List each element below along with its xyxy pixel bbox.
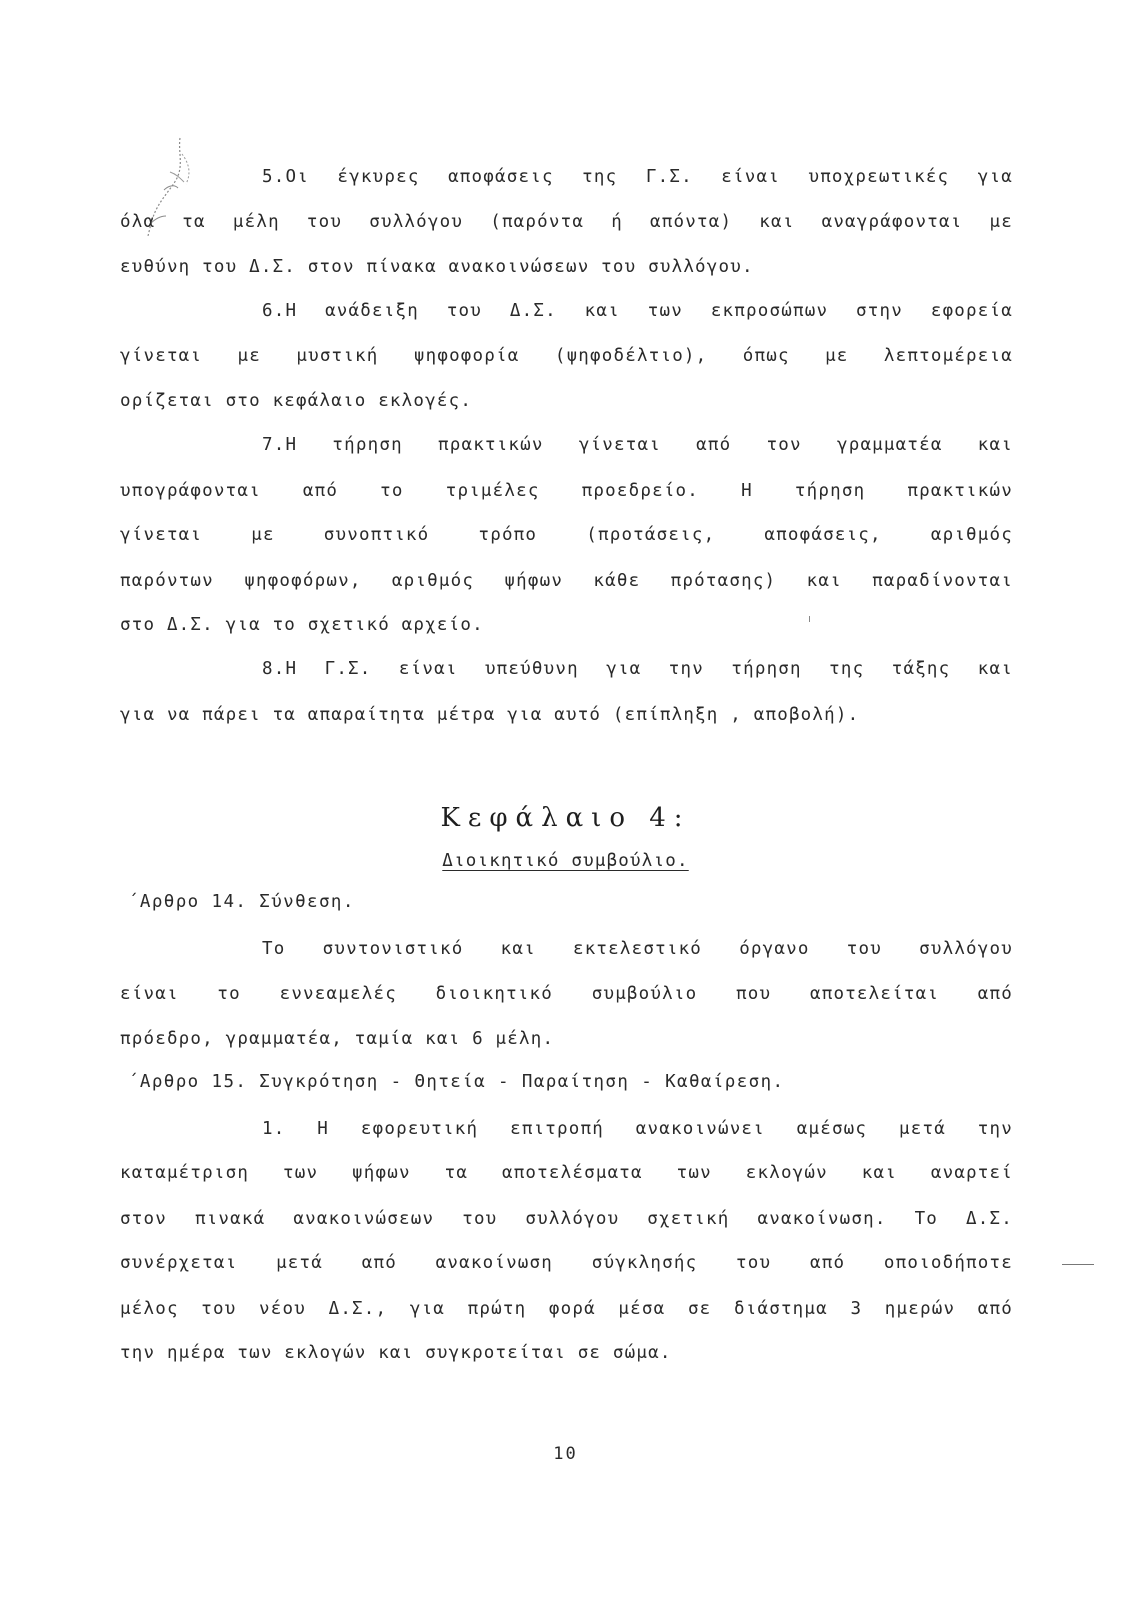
article-15-line-6: την ημέρα των εκλογών και συγκροτείται σε σώμα. (120, 1343, 672, 1363)
article-15-line-1: 1. Η εφορευτική επιτροπή ανακοινώνει αμέσως μετά την (262, 1119, 1013, 1139)
article-15-line-3: στον πινακά ανακοινώσεων του συλλόγου σχετική ανακοίνωση. Το Δ.Σ. (120, 1209, 1013, 1229)
page-number: 10 (553, 1444, 578, 1464)
article-14-line-2: είναι το εννεαμελές διοικητικό συμβούλιο που αποτελείται από (120, 984, 1013, 1004)
paragraph-5-line-1: 5.Οι έγκυρες αποφάσεις της Γ.Σ. είναι υποχρεωτικές για (262, 167, 1013, 187)
paragraph-7-line-5: στο Δ.Σ. για το σχετικό αρχείο. (120, 615, 484, 635)
paragraph-5-line-2: όλα τα μέλη του συλλόγου (παρόντα ή απόντα) και αναγράφονται με (120, 212, 1013, 232)
paragraph-6-line-2: γίνεται με μυστική ψηφοφορία (ψηφοδέλτιο), όπως με λεπτομέρεια (120, 346, 1013, 366)
article-15-line-4: συνέρχεται μετά από ανακοίνωση σύγκλησής του από οποιοδήποτε (120, 1253, 1013, 1273)
stray-mark (809, 616, 810, 622)
paragraph-6-line-1: 6.Η ανάδειξη του Δ.Σ. και των εκπροσώπων στην εφορεία (262, 301, 1013, 321)
chapter-title: Κεφάλαιο 4: (440, 803, 691, 833)
chapter-subtitle: Διοικητικό συμβούλιο. (442, 851, 689, 871)
article-15-line-2: καταμέτριση των ψήφων τα αποτελέσματα των εκλογών και αναρτεί (120, 1163, 1013, 1183)
paragraph-8-line-2: για να πάρει τα απαραίτητα μέτρα για αυτό (επίπληξη , αποβολή). (120, 705, 860, 725)
paragraph-7-line-1: 7.Η τήρηση πρακτικών γίνεται από τον γραμματέα και (262, 435, 1013, 455)
article-15-line-5: μέλος του νέου Δ.Σ., για πρώτη φορά μέσα σε διάστημα 3 ημερών από (120, 1299, 1013, 1319)
paragraph-5-line-3: ευθύνη του Δ.Σ. στον πίνακα ανακοινώσεων του συλλόγου. (120, 257, 754, 277)
article-14-heading: ΄Αρθρο 14. Σύνθεση. (128, 892, 355, 912)
paragraph-7-line-4: παρόντων ψηφοφόρων, αριθμός ψήφων κάθε πρότασης) και παραδίνονται (120, 571, 1013, 591)
article-15-heading: ΄Αρθρο 15. Συγκρότηση - Θητεία - Παραίτηση - Καθαίρεση. (128, 1072, 785, 1092)
paragraph-7-line-2: υπογράφονται από το τριμέλες προεδρείο. Η τήρηση πρακτικών (120, 481, 1013, 501)
article-14-line-3: πρόεδρο, γραμματέα, ταμία και 6 μέλη. (120, 1029, 555, 1049)
article-14-line-1: Το συντονιστικό και εκτελεστικό όργανο του συλλόγου (262, 939, 1013, 959)
paragraph-6-line-3: ορίζεται στο κεφάλαιο εκλογές. (120, 391, 473, 411)
paragraph-8-line-1: 8.Η Γ.Σ. είναι υπεύθυνη για την τήρηση της τάξης και (262, 659, 1013, 679)
paragraph-7-line-3: γίνεται με συνοπτικό τρόπο (προτάσεις, αποφάσεις, αριθμός (120, 525, 1013, 545)
stray-dash (1062, 1264, 1094, 1265)
